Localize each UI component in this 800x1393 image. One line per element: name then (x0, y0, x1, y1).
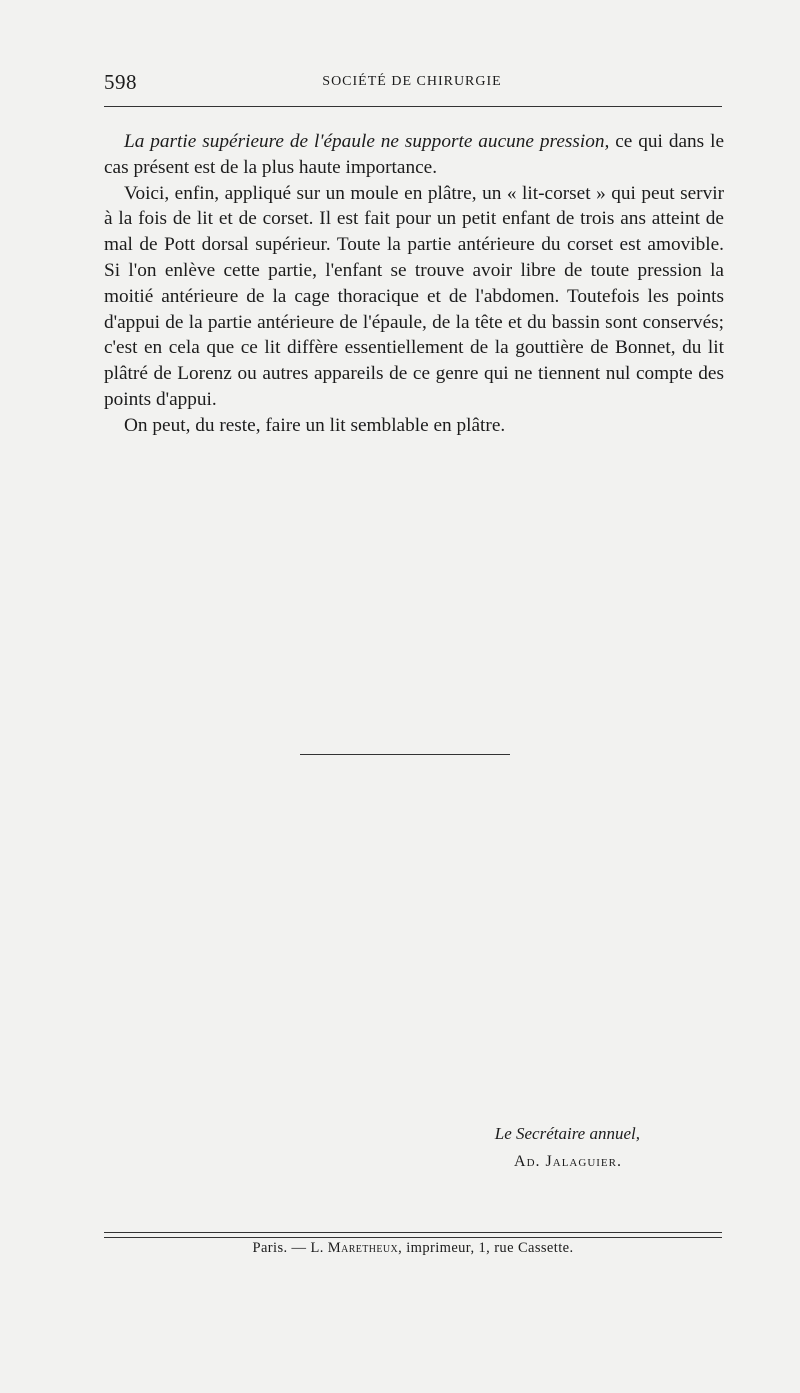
imprint-address: , imprimeur, 1, rue Cassette. (398, 1240, 574, 1256)
imprint-printer: L. Maretheux (310, 1240, 399, 1256)
footer-rule (104, 1232, 722, 1238)
printer-imprint (104, 1240, 722, 1257)
body-text (104, 129, 724, 439)
signature-name: Ad. Jalaguier. (514, 1153, 622, 1170)
signature-block (440, 1124, 640, 1171)
running-title: SOCIÉTÉ DE CHIRURGIE (322, 74, 502, 89)
italic-lead: La partie supérieure de l'épaule ne supporte aucune pression, (124, 131, 610, 152)
page-number: 598 (104, 70, 137, 94)
header-rule (104, 106, 722, 107)
page-header (104, 70, 720, 100)
paragraph-2: Voici, enfin, appliqué sur un moule en plâtre, un « lit-corset » qui peut servir à la fois de lit et de corset. Il est fait pour un petit enfant de trois ans atteint de mal de Pott dorsal supérieur. Toute la partie antérieure du corset est amovible. Si l'on enlève cette partie, l'enfant se trouve avoir libre de toute pression la moitié antérieure de la cage thoracique et de l'abdomen. Toutefois les points d'appui de la partie antérieure de l'épaule, de la tête et du bassin sont conservés; c'est en cela que ce lit diffère essentiellement de la gouttière de Bonnet, du lit plâtré de Lorenz ou autres appareils de ce genre qui ne tiennent nul compte des points d'appui. (104, 182, 724, 410)
paragraph-1-rest: ce qui dans le cas présent est de la plus haute importance. (104, 131, 724, 178)
imprint-city: Paris. — (252, 1240, 311, 1256)
signature-title: Le Secrétaire annuel, (494, 1124, 640, 1143)
paragraph-1 (104, 129, 724, 181)
section-divider (300, 754, 510, 755)
paragraph-3: On peut, du reste, faire un lit semblable en plâtre. (124, 414, 506, 436)
